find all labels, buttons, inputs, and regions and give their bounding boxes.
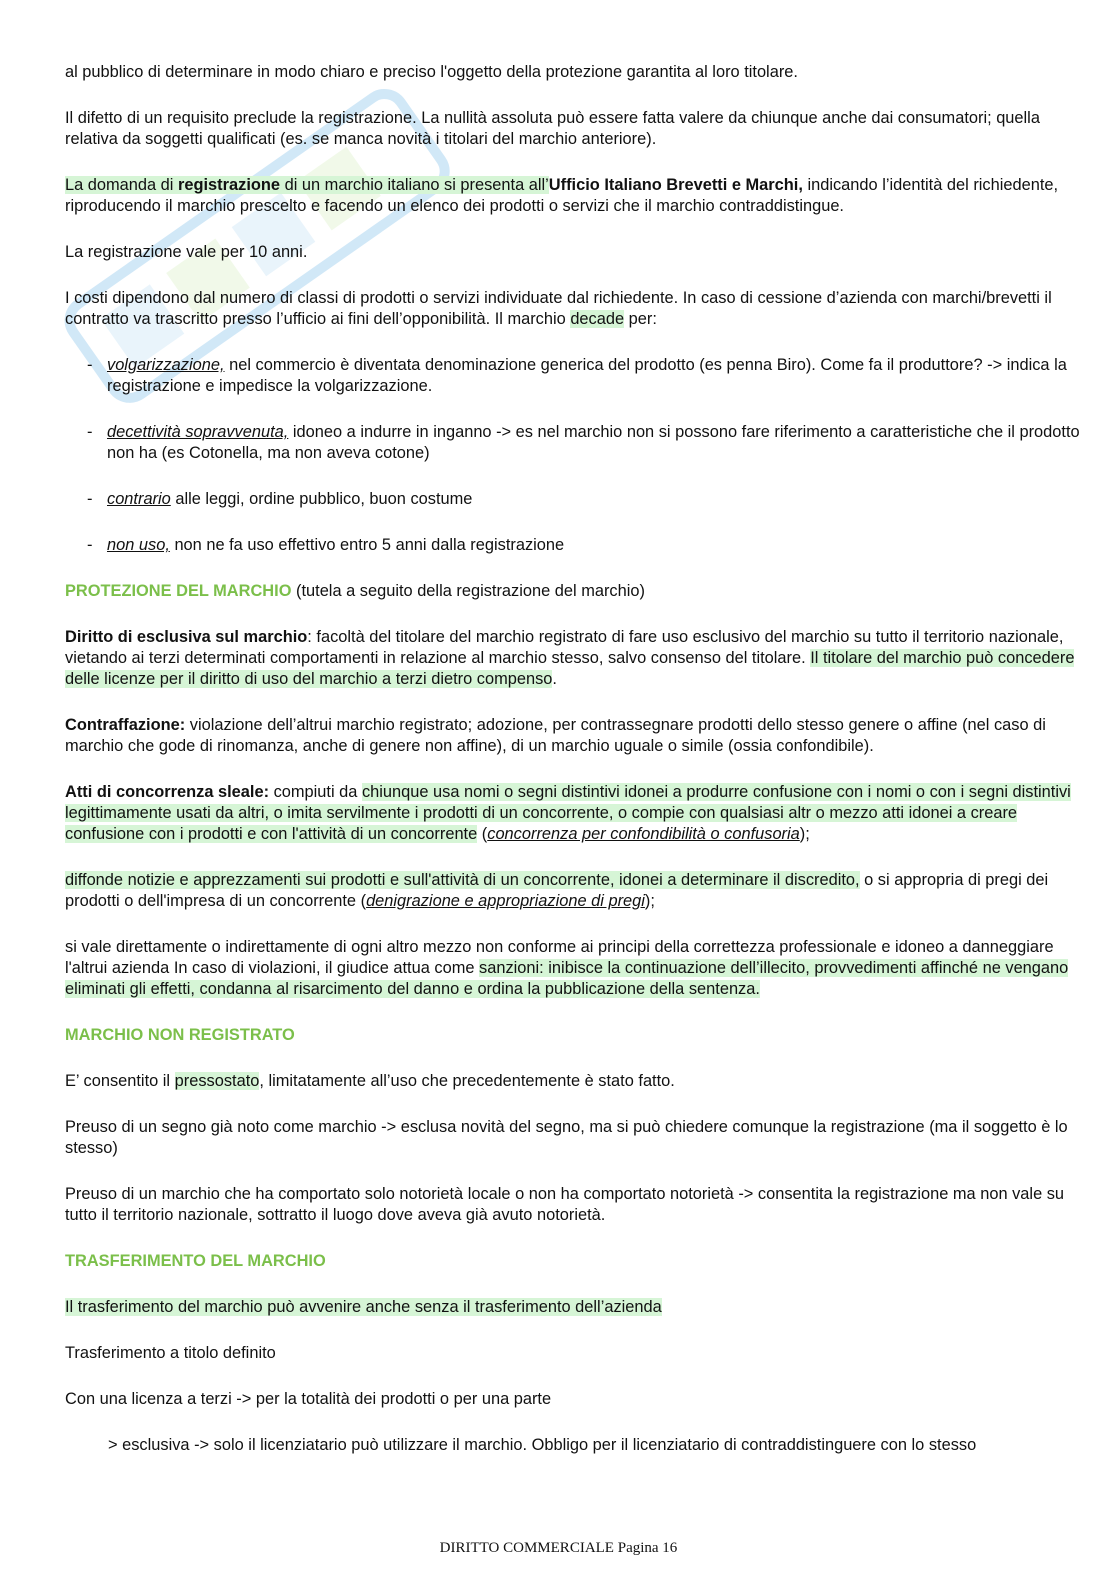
highlight: La domanda di — [65, 176, 178, 194]
paragraph — [65, 288, 1095, 330]
heading-title: PROTEZIONE DEL MARCHIO — [65, 582, 292, 600]
text: per: — [624, 310, 657, 328]
highlight: decade — [570, 310, 625, 328]
list-item — [65, 535, 1095, 556]
list-text: alle leggi, ordine pubblico, buon costume — [170, 490, 473, 508]
paragraph — [65, 715, 1095, 757]
bold-term: Ufficio Italiano Brevetti e Marchi, — [548, 176, 803, 194]
bullet-dash: - — [87, 423, 93, 441]
paragraph: Preuso di un marchio che ha comportato solo notorietà locale o non ha comportato notorietà -> consentita la registrazione ma non vale su tutto il territorio nazionale, sottratto il luogo dove aveva già avuto notorietà. — [65, 1185, 1065, 1224]
text: ); — [799, 825, 810, 843]
paragraph: > esclusiva -> solo il licenziatario può utilizzare il marchio. Obbligo per il licenziatario di contraddistinguere con lo stesso — [108, 1436, 977, 1454]
document-body — [65, 62, 1095, 1481]
text: compiuti da — [269, 783, 362, 801]
text: E’ consentito il — [65, 1072, 175, 1090]
text: , limitatamente all’uso che precedentemente è stato fatto. — [259, 1072, 675, 1090]
paragraph — [65, 1071, 1095, 1092]
paragraph — [65, 627, 1095, 690]
paragraph — [65, 782, 1095, 845]
section-heading — [65, 581, 1095, 602]
paragraph — [65, 1297, 1095, 1318]
list-item — [65, 355, 1095, 397]
section-heading: TRASFERIMENTO DEL MARCHIO — [65, 1252, 326, 1270]
section-heading: MARCHIO NON REGISTRATO — [65, 1026, 295, 1044]
text: : facoltà del titolare del marchio registrato di fare uso esclusivo del marchio su tutto il territorio nazionale, vietando ai terzi determinati comportamenti in relazione al marchio stesso, salvo consenso del titolare. — [65, 628, 1064, 667]
list-text: non ne fa uso effettivo entro 5 anni dalla registrazione — [169, 536, 565, 554]
text: violazione dell’altrui marchio registrato; adozione, per contrassegnare prodotti dello stesso genere o affine (nel caso di marchio che gode di rinomanza, anche di genere non affine), di un marchio uguale o simile (ossia confondibile). — [65, 716, 1046, 755]
highlight: sanzioni: inibisce la continuazione dell’illecito, provvedimenti affinché ne vengano eliminati gli effetti, condanna al risarcimento del danno e ordina la pubblicazione della sentenza. — [65, 959, 1069, 998]
highlight: pressostato — [174, 1072, 260, 1090]
bullet-dash: - — [87, 536, 93, 554]
heading-note: (tutela a seguito della registrazione del marchio) — [291, 582, 645, 600]
text: ); — [644, 892, 655, 910]
paragraph: Il difetto di un requisito preclude la registrazione. La nullità assoluta può essere fatta valere da chiunque anche dai consumatori; quella relativa da soggetti qualificati (es. se manca novità i titolari del marchio anteriore). — [65, 109, 1040, 148]
list-text: idoneo a indurre in inganno -> es nel marchio non si possono fare riferimento a caratteristiche che il prodotto non ha (es Cotonella, ma non aveva cotone) — [107, 423, 1080, 462]
bold-term: registrazione — [178, 176, 281, 194]
highlight: Il titolare del marchio può concedere delle licenze per il diritto di uso del marchio a terzi dietro compenso — [65, 649, 1075, 688]
list-text: nel commercio è diventata denominazione generica del prodotto (es penna Biro). Come fa il produttore? -> indica la registrazione e impedisce la volgarizzazione. — [107, 356, 1067, 395]
italic-term: denigrazione e appropriazione di pregi — [366, 892, 645, 910]
list-item — [65, 489, 1095, 510]
bullet-dash: - — [87, 490, 93, 508]
text: ( — [477, 825, 488, 843]
bold-term: Atti di concorrenza sleale: — [65, 783, 270, 801]
paragraph — [65, 175, 1095, 217]
paragraph — [65, 870, 1095, 912]
list-term: volgarizzazione, — [107, 356, 225, 374]
list-term: non uso, — [107, 536, 170, 554]
paragraph: Preuso di un segno già noto come marchio -> esclusa novità del segno, ma si può chiedere comunque la registrazione (ma il soggetto è lo stesso) — [65, 1118, 1068, 1157]
list-term: contrario — [107, 490, 171, 508]
paragraph: Trasferimento a titolo definito — [65, 1344, 276, 1362]
list-item — [65, 422, 1095, 464]
highlight: diffonde notizie e apprezzamenti sui prodotti e sull'attività di un concorrente, idonei a determinare il discredito, — [65, 871, 860, 889]
text: indicando l’identità del richiedente, riproducendo il marchio prescelto e facendo un elenco dei prodotti o servizi che il marchio contraddistingue. — [65, 176, 1059, 215]
highlight: di un marchio italiano si presenta all’ — [280, 176, 549, 194]
bold-term: Diritto di esclusiva sul marchio — [65, 628, 308, 646]
highlight: Il trasferimento del marchio può avvenire anche senza il trasferimento dell’azienda — [65, 1298, 662, 1316]
bold-term: Contraffazione: — [65, 716, 186, 734]
paragraph — [65, 937, 1095, 1000]
paragraph: La registrazione vale per 10 anni. — [65, 243, 308, 261]
text: o si appropria di pregi dei prodotti o dell'impresa di un concorrente ( — [65, 871, 1049, 910]
paragraph: al pubblico di determinare in modo chiaro e preciso l'oggetto della protezione garantita al loro titolare. — [65, 63, 798, 81]
paragraph: Con una licenza a terzi -> per la totalità dei prodotti o per una parte — [65, 1390, 552, 1408]
text: . — [552, 670, 557, 688]
text: si vale direttamente o indirettamente di ogni altro mezzo non conforme ai principi della correttezza professionale e idoneo a danneggiare l'altrui azienda In caso di violazioni, il giudice attua come — [65, 938, 1054, 977]
bullet-dash: - — [87, 356, 93, 374]
highlight: chiunque usa nomi o segni distintivi idonei a produrre confusione con i nomi o con i segni distintivi legittimamente usati da altri, o imita servilmente i prodotti di un concorrente, o compie con qualsiasi altr o mezzo atti idonei a creare confusione con i prodotti e con l'attività di un concorrente — [65, 783, 1071, 843]
page-footer: DIRITTO COMMERCIALE Pagina 16 — [439, 1540, 678, 1556]
italic-term: concorrenza per confondibilità o confusoria — [487, 825, 800, 843]
list-term: decettività sopravvenuta, — [107, 423, 289, 441]
text: I costi dipendono dal numero di classi di prodotti o servizi individuate dal richiedente. In caso di cessione d’azienda con marchi/brevetti il contratto va trascritto presso l’ufficio ai fini dell’opponibilità. Il marchio — [65, 289, 1052, 328]
